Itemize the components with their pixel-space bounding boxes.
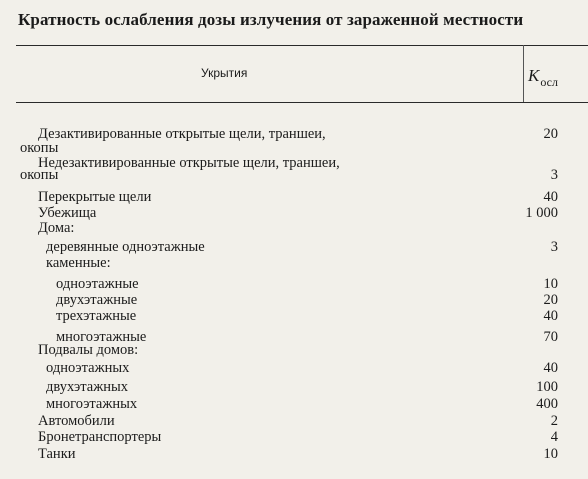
top-rule bbox=[16, 45, 588, 46]
table-row bbox=[0, 205, 588, 219]
row-label: Бронетранспортеры bbox=[38, 429, 162, 445]
table-row bbox=[0, 308, 588, 322]
table-row bbox=[0, 446, 588, 460]
table-row bbox=[0, 292, 588, 306]
row-label: Недезактивированные открытые щели, траншеи, bbox=[38, 155, 340, 171]
row-value: 20 bbox=[543, 292, 558, 308]
header-k-subscript: осл bbox=[540, 75, 558, 89]
row-value: 3 bbox=[550, 239, 558, 255]
row-label: Перекрытые щели bbox=[38, 189, 152, 205]
table-row bbox=[0, 126, 588, 140]
header-divider bbox=[523, 45, 524, 102]
table-row bbox=[0, 329, 588, 343]
table-row bbox=[0, 140, 588, 154]
row-label: деревянные одноэтажные bbox=[46, 239, 205, 255]
table-row bbox=[0, 396, 588, 410]
table-row bbox=[0, 239, 588, 253]
table-row bbox=[0, 379, 588, 393]
row-value: 40 bbox=[543, 360, 558, 376]
row-label: Автомобили bbox=[38, 413, 115, 429]
row-value: 10 bbox=[543, 276, 558, 292]
row-value: 1 000 bbox=[525, 205, 558, 221]
header-rule bbox=[16, 102, 588, 103]
row-label: Танки bbox=[38, 446, 76, 462]
table-row bbox=[0, 413, 588, 427]
header-coefficient bbox=[528, 66, 558, 89]
row-value: 3 bbox=[550, 167, 558, 183]
table-row bbox=[0, 342, 588, 356]
table-title: Кратность ослабления дозы излучения от зараженной местности bbox=[18, 10, 524, 29]
row-value: 70 bbox=[543, 329, 558, 345]
header-k-symbol: K bbox=[528, 66, 540, 85]
table-row bbox=[0, 255, 588, 269]
row-label: Дезактивированные открытые щели, траншеи, bbox=[38, 126, 326, 142]
row-label: многоэтажных bbox=[46, 396, 138, 412]
row-label: двухэтажных bbox=[46, 379, 128, 395]
row-value: 40 bbox=[543, 308, 558, 324]
row-label: двухэтажные bbox=[56, 292, 138, 308]
row-value: 10 bbox=[543, 446, 558, 462]
row-label: трехэтажные bbox=[56, 308, 137, 324]
row-value: 20 bbox=[543, 126, 558, 142]
row-label: Убежища bbox=[38, 205, 97, 221]
row-value: 100 bbox=[536, 379, 558, 395]
table-row bbox=[0, 220, 588, 234]
row-label: каменные: bbox=[46, 255, 111, 271]
table-row bbox=[0, 429, 588, 443]
table-row bbox=[0, 276, 588, 290]
row-value: 4 bbox=[550, 429, 558, 445]
row-label: одноэтажные bbox=[56, 276, 139, 292]
row-value: 400 bbox=[536, 396, 558, 412]
row-value: 40 bbox=[543, 189, 558, 205]
row-label: Дома: bbox=[38, 220, 75, 236]
header-shelters: Укрытия bbox=[201, 66, 248, 80]
row-label: окопы bbox=[20, 140, 59, 156]
row-value: 2 bbox=[550, 413, 558, 429]
table-row bbox=[0, 360, 588, 374]
row-label: многоэтажные bbox=[56, 329, 147, 345]
row-label: Подвалы домов: bbox=[38, 342, 139, 358]
row-label: окопы bbox=[20, 167, 59, 183]
row-label: одноэтажных bbox=[46, 360, 130, 376]
table-row bbox=[0, 189, 588, 203]
table-row bbox=[0, 167, 588, 181]
